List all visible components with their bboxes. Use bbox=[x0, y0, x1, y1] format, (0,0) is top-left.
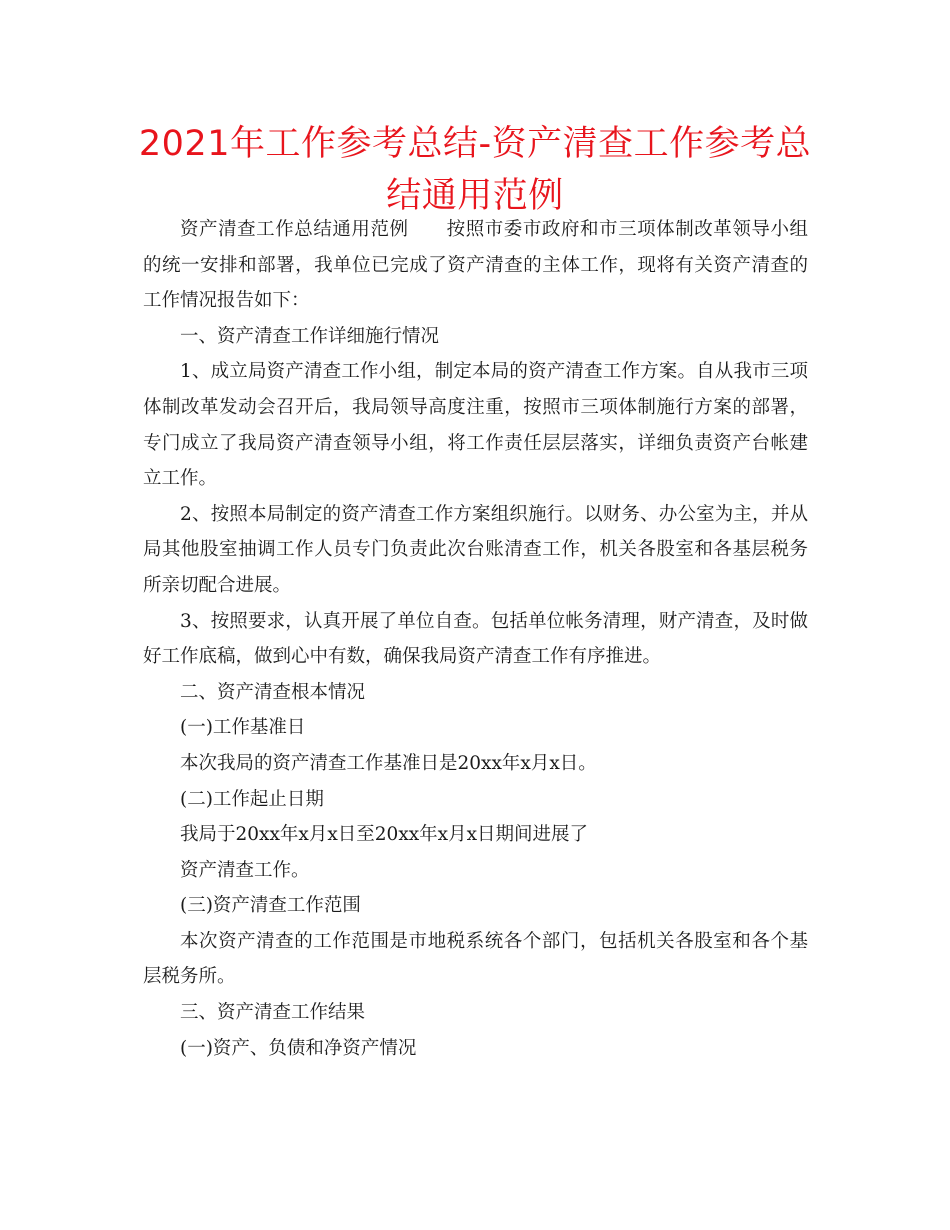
paragraph-base-date: 本次我局的资产清查工作基准日是20xx年x月x日。 bbox=[180, 752, 597, 774]
subheading-assets: (一)资产、负债和净资产情况 bbox=[180, 1037, 417, 1059]
paragraph-scope: 本次资产清查的工作范围是市地税系统各个部门，包括机关各股室和各个基层税务所。 bbox=[143, 930, 808, 988]
document-title: 2021年工作参考总结-资产清查工作参考总结通用范例 bbox=[138, 124, 812, 216]
paragraph-intro: 资产清查工作总结通用范例 按照市委市政府和市三项体制改革领导小组的统一安排和部署，我单位已完成了资产清查的主体工作，现将有关资产清查的工作情况报告如下： bbox=[143, 219, 808, 312]
section-heading-2: 二、资产清查根本情况 bbox=[180, 681, 366, 703]
subheading-scope: (三)资产清查工作范围 bbox=[180, 895, 361, 917]
paragraph-item-2: 2、按照本局制定的资产清查工作方案组织施行。以财务、办公室为主，并从局其他股室抽调工作人员专门负责此次台账清查工作，机关各股室和各基层税务所亲切配合进展。 bbox=[143, 503, 808, 596]
subheading-base-date: (一)工作基准日 bbox=[180, 717, 306, 739]
subheading-period: (二)工作起止日期 bbox=[180, 788, 324, 810]
document-body bbox=[143, 212, 808, 1066]
section-heading-3: 三、资产清查工作结果 bbox=[180, 1002, 366, 1024]
paragraph-item-3: 3、按照要求，认真开展了单位自查。包括单位帐务清理，财产清查，及时做好工作底稿，做到心中有数，确保我局资产清查工作有序推进。 bbox=[143, 610, 808, 668]
section-heading-1: 一、资产清查工作详细施行情况 bbox=[180, 325, 440, 347]
paragraph-period-cont: 资产清查工作。 bbox=[180, 859, 310, 881]
paragraph-item-1: 1、成立局资产清查工作小组，制定本局的资产清查工作方案。自从我市三项体制改革发动会召开后，我局领导高度注重，按照市三项体制施行方案的部署，专门成立了我局资产清查领导小组，将工作责任层层落实，详细负责资产台帐建立工作。 bbox=[143, 361, 808, 490]
paragraph-period: 我局于20xx年x月x日至20xx年x月x日期间进展了 bbox=[180, 824, 589, 846]
